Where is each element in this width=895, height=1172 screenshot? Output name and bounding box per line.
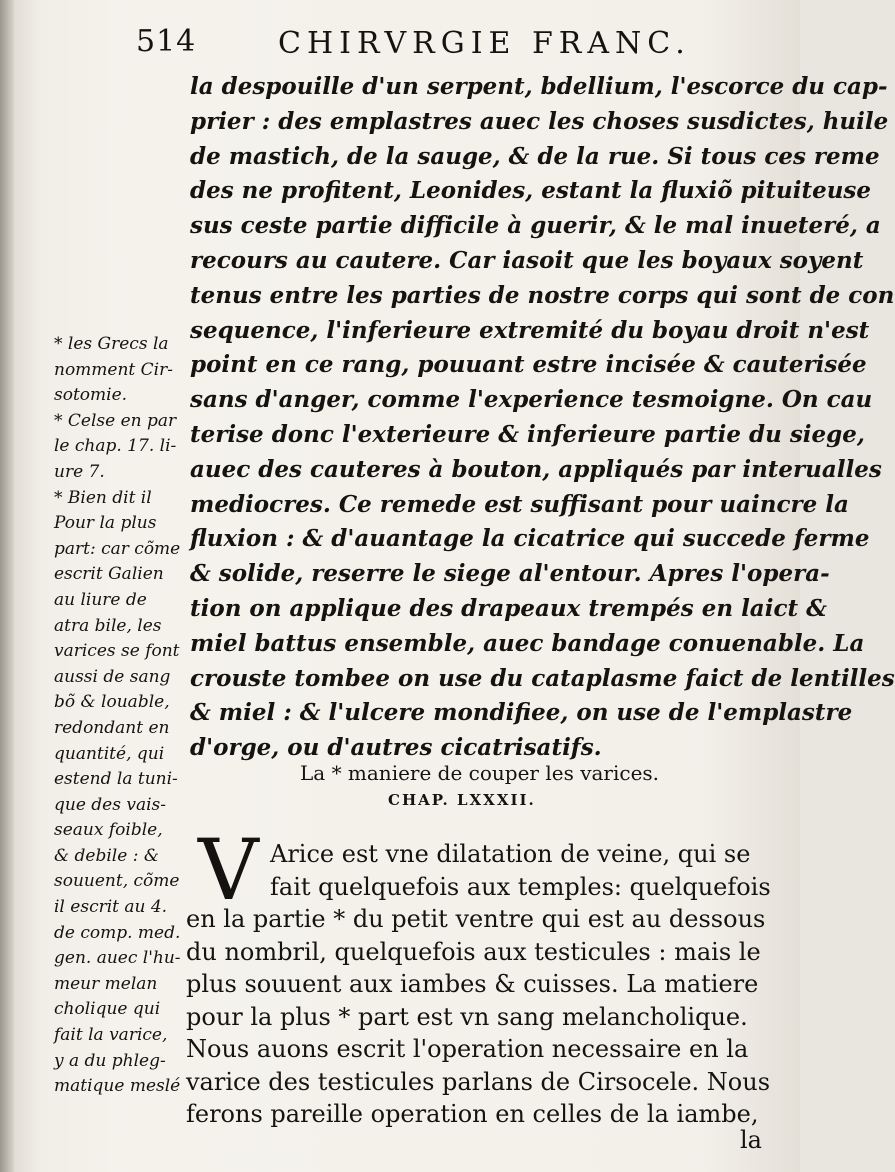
body-text-line: auec des cauteres à bouton, appliqués par interualles <box>190 455 882 483</box>
body-text-line: & solide, reserre le siege al'entour. Apres l'opera- <box>190 560 830 588</box>
margin-note-line: atra bile, les <box>54 615 162 636</box>
roman-text-line: fait quelquefois aux temples: quelquefois <box>270 872 771 901</box>
body-text-line: tion on applique des drapeaux trempés en laict & <box>190 594 827 622</box>
margin-note-line: le chap. 17. li- <box>54 436 177 457</box>
margin-note-line: & debile : & <box>54 845 159 866</box>
roman-text-line: varice des testicules parlans de Cirsocele. Nous <box>186 1067 771 1096</box>
margin-note-line: * Bien dit il <box>54 487 152 508</box>
italic-body-text <box>190 70 895 766</box>
margin-note-line: estend la tuni- <box>54 769 178 790</box>
page-number: 514 <box>136 24 197 59</box>
margin-note-line: part: car cõme <box>54 538 181 559</box>
margin-note-line: meur melan <box>54 973 158 994</box>
body-text-line: tenus entre les parties de nostre corps qui sont de con <box>190 281 895 309</box>
margin-note-line: fait la varice, <box>54 1025 168 1046</box>
roman-body-text <box>186 838 775 1131</box>
body-text-line: sans d'anger, comme l'experience tesmoigne. On cau <box>190 386 873 414</box>
margin-note-line: bõ & louable, <box>54 692 170 713</box>
margin-note-line: au liure de <box>54 589 147 610</box>
margin-note-line: que des vais- <box>54 794 167 815</box>
running-title: CHIRVRGIE FRANC. <box>278 26 691 61</box>
margin-notes <box>54 332 186 1100</box>
catchword: la <box>740 1126 762 1154</box>
margin-note-line: y a du phleg- <box>54 1050 166 1071</box>
roman-text-line: pour la plus * part est vn sang melancholique. <box>186 1002 748 1031</box>
margin-note-line: matique meslé <box>54 1076 181 1097</box>
margin-note-line: de comp. med. <box>54 922 181 943</box>
body-text-line: d'orge, ou d'autres cicatrisatifs. <box>190 734 602 762</box>
body-text-line: & miel : & l'ulcere mondifiee, on use de l'emplastre <box>190 699 853 727</box>
body-text-line: de mastich, de la sauge, & de la rue. Si tous ces reme <box>190 142 880 170</box>
roman-text-line: en la partie * du petit ventre qui est au dessous <box>186 905 766 933</box>
body-text-line: point en ce rang, pouuant estre incisée & cauterisée <box>190 351 867 379</box>
margin-note-line: * les Grecs la <box>54 334 169 354</box>
page-spine-shadow <box>0 0 14 1172</box>
margin-note-line: varices se font <box>54 641 180 662</box>
margin-note-line: il escrit au 4. <box>54 897 168 918</box>
margin-note-line: cholique qui <box>54 999 161 1020</box>
chapter-title: La * maniere de couper les varices. <box>300 761 660 785</box>
chapter-number: CHAP. LXXXII. <box>388 791 536 809</box>
margin-note-line: quantité, qui <box>54 743 165 764</box>
margin-note-line: Pour la plus <box>54 513 157 534</box>
body-text-line: terise donc l'exterieure & inferieure partie du siege, <box>190 420 865 448</box>
roman-text-line: ferons pareille operation en celles de la iambe, <box>186 1100 759 1128</box>
margin-note-line: souuent, cõme <box>54 871 180 892</box>
body-text-line: recours au cautere. Car iasoit que les boyaux soyent <box>190 246 864 274</box>
roman-text-line: Arice est vne dilatation de veine, qui se <box>270 840 751 868</box>
margin-note-line: ure 7. <box>54 461 105 482</box>
roman-text-line: du nombril, quelquefois aux testicules : mais le <box>186 937 761 966</box>
roman-text-line: plus souuent aux iambes & cuisses. La matiere <box>186 970 759 998</box>
margin-note-line: seaux foible, <box>54 820 163 841</box>
body-text-line: la despouille d'un serpent, bdellium, l'escorce du cap- <box>190 73 888 100</box>
margin-note-line: escrit Galien <box>54 564 164 585</box>
body-text-line: sus ceste partie difficile à guerir, & le mal inueteré, a <box>190 212 881 240</box>
roman-text-line: Nous auons escrit l'operation necessaire en la <box>186 1035 749 1063</box>
margin-note-line: aussi de sang <box>54 666 171 687</box>
drop-cap-initial: V <box>198 821 259 919</box>
page-header <box>0 22 800 72</box>
body-text-line: sequence, l'inferieure extremité du boyau droit n'est <box>190 316 870 344</box>
body-text-line: crouste tombee on use du cataplasme faict de lentilles <box>190 664 895 692</box>
margin-note-line: * Celse en par <box>54 410 177 431</box>
body-text-line: des ne profitent, Leonides, estant la fluxiõ pituiteuse <box>190 177 872 205</box>
margin-note-line: redondant en <box>54 717 170 738</box>
margin-note-line: nomment Cir- <box>54 359 173 380</box>
body-text-line: miel battus ensemble, auec bandage conuenable. La <box>190 629 865 657</box>
margin-note-line: sotomie. <box>54 385 128 406</box>
body-text-line: fluxion : & d'auantage la cicatrice qui succede ferme <box>190 525 870 553</box>
margin-note-line: gen. auec l'hu- <box>54 948 181 969</box>
body-text-line: mediocres. Ce remede est suffisant pour uaincre la <box>190 490 849 518</box>
body-text-line: prier : des emplastres auec les choses susdictes, huile <box>190 107 889 135</box>
